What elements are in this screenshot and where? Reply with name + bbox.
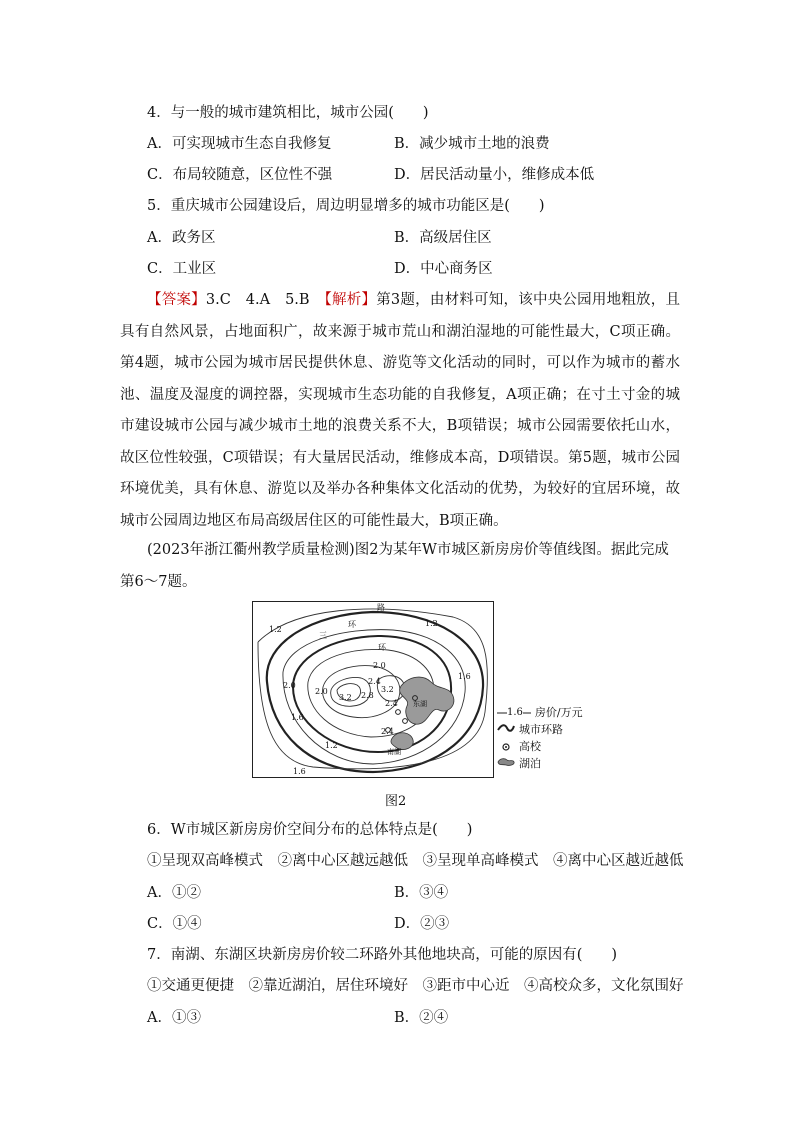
east-lake-label: 东湖 xyxy=(413,700,427,708)
q7-option-b: B．②④ xyxy=(394,1010,449,1026)
q5-option-a: A．政务区 xyxy=(147,230,216,246)
legend-label: 湖泊 xyxy=(519,757,541,770)
q6-options: ①呈现双高峰模式 ②离中心区越远越低 ③呈现单高峰模式 ④离中心区越近越低 xyxy=(147,853,684,869)
isoline-label: 1.2 xyxy=(425,619,438,628)
university-icon xyxy=(403,719,408,724)
legend-item-price xyxy=(497,704,583,721)
isoline-label: 1.2 xyxy=(325,741,338,750)
house-price-isoline-map xyxy=(253,602,493,777)
legend-item-lake xyxy=(497,755,583,772)
q6-stem: 6．W市城区新房房价空间分布的总体特点是( ) xyxy=(147,822,473,838)
q7-option-a: A．①③ xyxy=(147,1010,201,1026)
south-lake-label: 南湖 xyxy=(387,748,401,756)
q7-options: ①交通更便捷 ②靠近湖泊，居住环境好 ③距市中心近 ④高校众多，文化氛围好 xyxy=(147,978,684,994)
isoline-label: 1.6 xyxy=(293,767,306,776)
q5-option-b: B．高级居住区 xyxy=(394,230,492,246)
isoline-label: 1.6 xyxy=(291,713,304,722)
isoline-label: 2.4 xyxy=(368,677,381,686)
map-road-text: 路 xyxy=(377,603,385,612)
q5-option-d: D．中心商务区 xyxy=(394,261,493,277)
legend-label: 高校 xyxy=(519,740,541,753)
isoline-label: 2.4 xyxy=(381,727,394,736)
q5-stem: 5．重庆城市公园建设后，周边明显增多的城市功能区是( ) xyxy=(147,198,545,214)
answer-tag: 【答案】 xyxy=(147,292,206,308)
isoline-label: 2.8 xyxy=(361,691,374,700)
answer-explanation xyxy=(120,285,680,537)
map-road-text: 环 xyxy=(378,643,386,652)
figure-map xyxy=(252,601,494,778)
q6-option-a: A．①② xyxy=(147,885,201,901)
q4-option-d: D．居民活动量小，维修成本低 xyxy=(394,167,595,183)
legend-item-university xyxy=(497,738,583,755)
explanation-tag: 【解析】 xyxy=(324,292,377,308)
q6-option-b: B．③④ xyxy=(394,885,449,901)
q4-stem: 4．与一般的城市建筑相比，城市公园( ) xyxy=(147,105,429,121)
isoline-label: 2.0 xyxy=(373,661,386,670)
legend-label: 房价/万元 xyxy=(534,706,583,719)
isoline-label: 2.0 xyxy=(283,681,296,690)
q7-stem: 7．南湖、东湖区块新房房价较二环路外其他地块高，可能的原因有( ) xyxy=(147,947,618,963)
q6-option-d: D．②③ xyxy=(394,916,450,932)
isoline-label: 2.0 xyxy=(315,687,328,696)
figure-caption: 图2 xyxy=(385,794,407,809)
q4-option-c: C．布局较随意，区位性不强 xyxy=(147,167,333,183)
legend-item-ring-road xyxy=(497,721,583,738)
legend-label: 城市环路 xyxy=(519,723,563,736)
lake-icon xyxy=(497,755,515,772)
q5-option-c: C．工业区 xyxy=(147,261,217,277)
university-icon xyxy=(396,710,401,715)
isoline-label: 1.2 xyxy=(269,625,282,634)
contour-line-icon: 1.6 xyxy=(507,707,523,718)
isoline-label: 3.2 xyxy=(339,693,352,702)
university-icon xyxy=(497,742,515,752)
map-road-text: 环 xyxy=(348,620,356,629)
isoline-label: 3.2 xyxy=(381,685,394,694)
ring-road-icon xyxy=(497,721,515,738)
q4-option-b: B．减少城市土地的浪费 xyxy=(394,136,550,152)
source-intro: (2023年浙江衢州教学质量检测)图2为某年W市城区新房房价等值线图。据此完成第6～7题。 xyxy=(120,542,669,590)
q6-option-c: C．①④ xyxy=(147,916,202,932)
isoline-label: 2.4 xyxy=(385,699,398,708)
answer-keys: 3.C 4.A 5.B xyxy=(205,292,325,308)
explanation-text: 第3题，由材料可知，该中央公园用地粗放，且具有自然风景，占地面积广，故来源于城市荒山和湖泊湿地的可能性最大，C项正确。第4题，城市公园为城市居民提供休息、游览等文化活动的同时，可以作为城市的蓄水池、温度及湿度的调控器，实现城市生态功能的自我修复，A项正确；在寸土寸金的城市建设城市公园与减少城市土地的浪费关系不大，B项错误；城市公园需要依托山水，故区位性较强，C项错误；有大量居民活动，维修成本高，D项错误。第5题，城市公园环境优美，具有休息、游览以及举办各种集体文化活动的优势，为较好的宜居环境，故城市公园周边地区布局高级居住区的可能性最大，B项正确。 xyxy=(120,292,681,529)
isoline-label: 1.6 xyxy=(458,672,471,681)
map-road-text: 三 xyxy=(319,631,327,640)
figure-legend xyxy=(497,704,583,772)
q4-option-a: A．可实现城市生态自我修复 xyxy=(147,136,332,152)
